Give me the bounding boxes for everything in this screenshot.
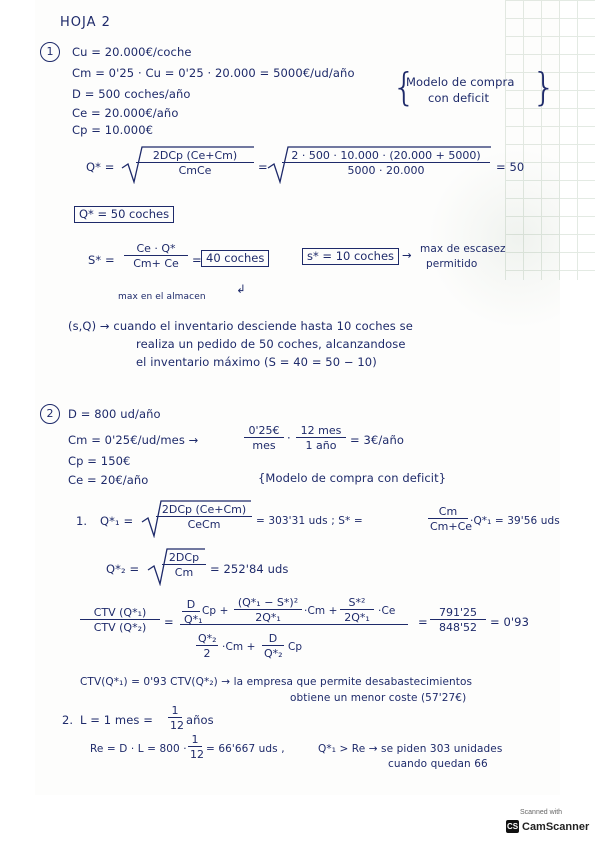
ex2-big-den-a: Q*₂	[198, 632, 217, 645]
ex2-big-num-ad: Q*₁	[184, 613, 203, 626]
ex1-policy-line2: realiza un pedido de 50 coches, alcanzandose	[136, 337, 406, 351]
bleed-through-grid	[505, 0, 595, 280]
ex2-conclusion-line2: obtiene un menor coste (57'27€)	[290, 692, 467, 704]
ex2-l-den: 12	[170, 719, 184, 732]
ex1-almacen-arrow: ↲	[236, 282, 246, 296]
ex2-big-den-frac-a	[196, 632, 218, 660]
ex2-big-num-c: (Q*₁ − S*)²	[237, 596, 299, 609]
model-bracket-left: {	[392, 65, 417, 109]
ex2-big-num-frac-e	[340, 596, 374, 624]
ex1-q-num2: 2 · 500 · 10.000 · (20.000 + 5000)	[291, 149, 481, 162]
ex2-l-unit: años	[186, 713, 214, 727]
ex2-big-num-f: ·Ce	[378, 605, 396, 617]
camscanner-icon: CS	[506, 822, 519, 831]
ex1-q-num1: 2DCp (Ce+Cm)	[152, 149, 238, 162]
camscanner-logo	[506, 820, 589, 833]
ex2-big-num-e: S*²	[348, 596, 366, 609]
ex2-cm-frac1	[244, 424, 284, 452]
ex2-big-num-frac-a	[182, 598, 203, 626]
ex2-model: {Modelo de compra con deficit}	[258, 471, 447, 485]
ex1-s-lhs: S* =	[88, 253, 115, 267]
ex2-s-result: ·Q*₁ = 39'56 uds	[470, 515, 560, 527]
ex2-l-fraction	[168, 704, 182, 732]
ex2-q1-lhs: Q*₁ =	[100, 514, 134, 528]
ex2-l-num: 1	[171, 704, 179, 717]
ex2-q2-num: 2DCp	[168, 551, 200, 564]
ex2-q1-fraction	[156, 503, 252, 531]
ex2-re-num: 1	[191, 733, 199, 746]
ex2-big-den-ad: 2	[196, 645, 218, 660]
ex1-s-arrow: →	[402, 248, 412, 262]
ex2-s-num: Cm	[438, 505, 458, 518]
ex2-big-num-a: D	[186, 598, 196, 611]
ex1-s-note2: permitido	[426, 258, 478, 270]
ex2-big-num-cd: 2Q*₁	[234, 609, 302, 624]
ex2-big-num-frac-c	[234, 596, 302, 624]
ex2-cm-frac2	[296, 424, 346, 452]
ex2-q1-num: 2DCp (Ce+Cm)	[161, 503, 247, 516]
ex2-big-den-cd: Q*₂	[264, 647, 283, 660]
camscanner-brand: CamScanner	[522, 820, 590, 833]
ex2-ratio-eq: =	[418, 615, 428, 629]
ex1-q-fraction-1	[136, 149, 254, 177]
ex2-cm-frac2-num: 12 mes	[300, 424, 342, 437]
ex2-cp: Cp = 150€	[68, 454, 131, 468]
ex2-q1-den: CeCm	[156, 516, 252, 531]
ex2-part1-label: 1.	[76, 514, 88, 528]
ex2-cm-frac1-num: 0'25€	[248, 424, 280, 437]
ex1-cp: Cp = 10.000€	[72, 123, 154, 137]
ex2-ratio-num: 791'25	[438, 606, 478, 619]
ex2-l-lhs: L = 1 mes =	[80, 713, 153, 727]
ex1-s-den: Cm+ Ce	[124, 255, 188, 270]
ex2-ratio-den: 848'52	[430, 619, 486, 634]
ex2-cm-result: = 3€/año	[350, 433, 404, 447]
ex1-q-result: = 50	[496, 160, 525, 174]
ex2-big-den-b: ·Cm +	[222, 641, 256, 653]
ex2-big-den-c: D	[268, 632, 278, 645]
ex2-ratio-fraction	[430, 606, 486, 634]
ex2-ce: Ce = 20€/año	[68, 473, 149, 487]
ex2-big-num-ed: 2Q*₁	[340, 609, 374, 624]
ex2-q2-lhs: Q*₂ =	[106, 562, 140, 576]
ex1-policy-line3: el inventario máximo (S = 40 = 50 − 10)	[136, 355, 377, 369]
ex1-s-box-shortage: s* = 10 coches	[302, 248, 399, 265]
ex2-big-num-d: ·Cm +	[304, 605, 338, 617]
model-bracket-right: }	[532, 65, 557, 109]
ex2-s-den: Cm+Ce	[430, 520, 473, 533]
exercise-2-number: 2	[40, 404, 60, 424]
ex1-s-num: Ce · Q*	[136, 242, 176, 255]
ex1-s-note1: max de escasez	[420, 243, 506, 255]
ex2-q2-den: Cm	[162, 564, 206, 579]
ex1-cu: Cu = 20.000€/coche	[72, 45, 192, 59]
ex2-part2-label: 2.	[62, 713, 74, 727]
ex1-ce: Ce = 20.000€/año	[72, 106, 179, 120]
ex2-ctv-ratio	[80, 606, 160, 634]
ex2-re-decision1: Q*₁ > Re → se piden 303 unidades	[318, 743, 503, 755]
ex1-cm: Cm = 0'25 · Cu = 0'25 · 20.000 = 5000€/ud/año	[72, 66, 355, 80]
ex1-model-line2: con deficit	[428, 91, 490, 105]
ex2-big-den-frac-c	[262, 632, 284, 660]
ex1-almacen-note: max en el almacen	[118, 292, 206, 302]
ex1-s-fraction	[124, 242, 188, 270]
ex1-model-line1: Modelo de compra	[406, 75, 515, 89]
ex2-cm: Cm = 0'25€/ud/mes →	[68, 433, 199, 447]
ex2-conclusion-line1: CTV(Q*₁) = 0'93 CTV(Q*₂) → la empresa que permite desabastecimientos	[80, 676, 473, 688]
ex2-re-lhs: Re = D · L = 800 ·	[90, 743, 187, 755]
ex2-big-num-b: Cp +	[202, 605, 229, 617]
ex2-s-fraction	[428, 505, 473, 533]
ex1-policy-line1: (s,Q) → cuando el inventario desciende hasta 10 coches se	[68, 319, 413, 333]
ex1-q-eq: =	[258, 160, 268, 174]
ex2-ctv-eq: =	[164, 615, 174, 629]
ex2-cm-frac1-den: mes	[244, 437, 284, 452]
ex2-q2-result: = 252'84 uds	[210, 562, 289, 576]
ex2-big-fraction-bar	[180, 624, 408, 625]
ex2-cm-dot: ·	[287, 431, 291, 445]
ex1-q-lhs: Q* =	[86, 160, 115, 174]
ex2-re-den: 12	[190, 748, 204, 761]
ex1-s-box-max: 40 coches	[201, 250, 269, 267]
ex1-q-den2: 5000 · 20.000	[282, 162, 490, 177]
ex2-cm-frac2-den: 1 año	[296, 437, 346, 452]
ex1-s-eq: =	[192, 253, 202, 267]
ex2-ctv-num: CTV (Q*₁)	[93, 606, 147, 619]
ex2-ratio-result: = 0'93	[490, 615, 530, 629]
ex2-q2-fraction	[162, 551, 206, 579]
ex2-q1-result: = 303'31 uds ; S* =	[256, 515, 363, 527]
ex1-d: D = 500 coches/año	[72, 87, 191, 101]
ex2-d: D = 800 ud/año	[68, 407, 161, 421]
ex2-re-fraction	[188, 733, 202, 761]
page-title: HOJA 2	[60, 15, 111, 30]
exercise-1-number: 1	[40, 42, 60, 62]
ex2-re-decision2: cuando quedan 66	[388, 758, 488, 770]
ex1-q-fraction-2	[282, 149, 490, 177]
ex1-q-boxed-result: Q* = 50 coches	[74, 206, 174, 223]
ex2-ctv-den: CTV (Q*₂)	[80, 619, 160, 634]
scanner-label: Scanned with	[520, 809, 563, 816]
ex2-big-den-d: Cp	[288, 641, 303, 653]
ex1-q-den1: CmCe	[136, 162, 254, 177]
ex2-re-result: = 66'667 uds ,	[206, 743, 285, 755]
